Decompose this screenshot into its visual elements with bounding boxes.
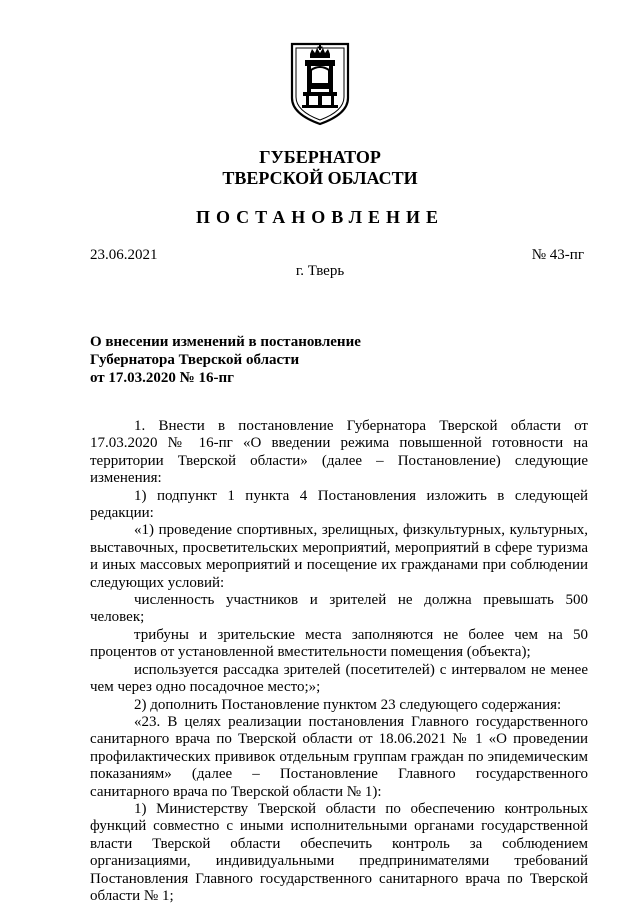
body-paragraph: «1) проведение спортивных, зрелищных, физкультурных, культурных, выставочных, просветительских мероприятий, мероприятий в сфере туризма и иных массовых мероприятий и посещение их гражданами при соблюдении следующих условий:	[90, 522, 588, 591]
document-subject	[90, 333, 410, 387]
body-paragraph: «23. В целях реализации постановления Главного государственного санитарного врача по Тверской области от 18.06.2021 № 1 «О проведении профилактических прививок отдельным группам граждан по эпидемическим показаниям» (далее – Постановление Главного государственного санитарного врача по Тверской области № 1):	[90, 713, 588, 800]
body-paragraph: 1) Министерству Тверской области по обеспечению контрольных функций совместно с иными исполнительными органами государственной власти Тверской области обеспечить контроль за соблюдением организациями, индивидуальными предпринимателями требований Постановления Главного государственного санитарного врача по Тверской области № 1;	[90, 800, 588, 904]
body-paragraph: 2) дополнить Постановление пунктом 23 следующего содержания:	[134, 696, 562, 713]
document-city: г. Тверь	[295, 263, 345, 279]
document-date: 23.06.2021	[90, 247, 158, 263]
document-type-title: ПОСТАНОВЛЕНИЕ	[195, 207, 445, 227]
body-paragraph: 1) подпункт 1 пункта 4 Постановления изложить в следующей редакции:	[90, 487, 588, 522]
coat-of-arms-emblem	[288, 40, 352, 126]
subject-line: от 17.03.2020 № 16-пг	[90, 370, 234, 386]
body-paragraph: трибуны и зрительские места заполняются не более чем на 50 процентов от установленной вместительности помещения (объекта);	[90, 626, 588, 661]
authority-title-line1: ГУБЕРНАТОР	[259, 147, 381, 167]
body-paragraph: используется рассадка зрителей (посетителей) с интервалом не менее чем через одно посадочное место;»;	[90, 661, 588, 696]
subject-line: Губернатора Тверской области	[90, 352, 300, 368]
body-paragraph: 1. Внести в постановление Губернатора Тверской области от 17.03.2020 № 16-пг «О введении режима повышенной готовности на территории Тверской области» (далее – Постановление) следующие изменения:	[90, 418, 588, 487]
document-body	[90, 418, 588, 905]
document-number: № 43-пг	[531, 247, 584, 263]
authority-title-line2: ТВЕРСКОЙ ОБЛАСТИ	[222, 168, 418, 188]
body-paragraph: численность участников и зрителей не должна превышать 500 человек;	[90, 592, 588, 626]
subject-line: О внесении изменений в постановление	[90, 334, 361, 350]
